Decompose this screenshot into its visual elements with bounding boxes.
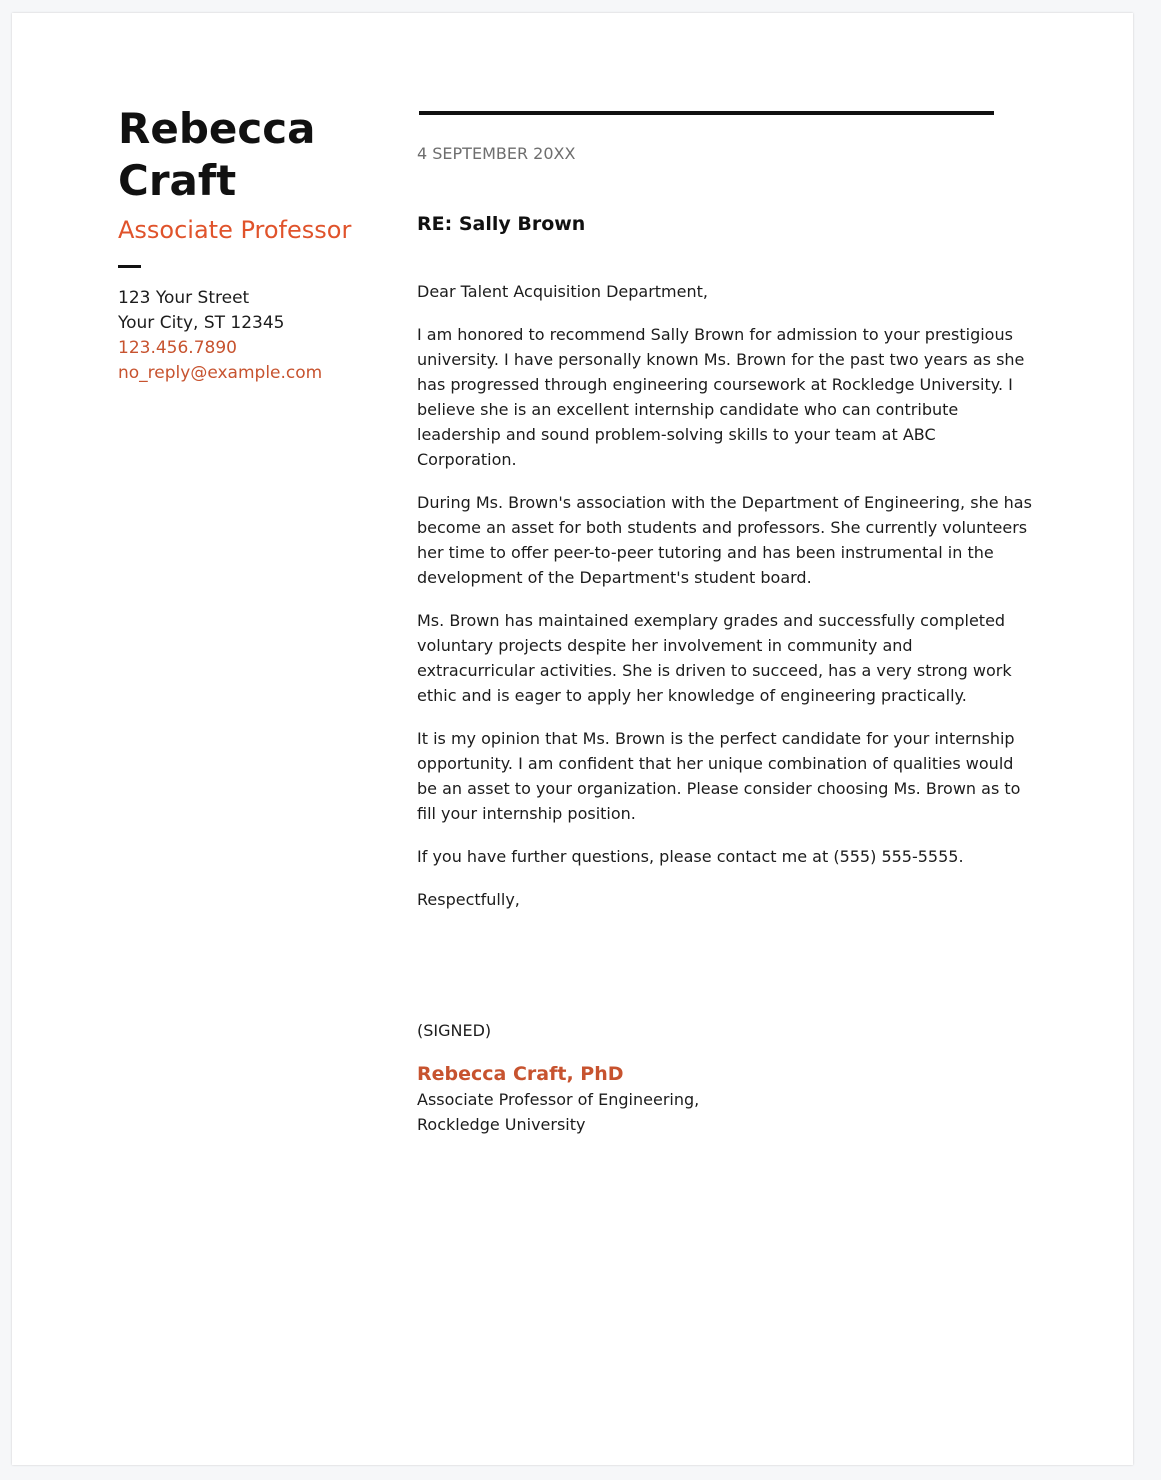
- sender-city: Your City, ST 12345: [118, 313, 285, 333]
- sender-first-name: Rebecca: [118, 104, 316, 153]
- sender-last-name: Craft: [118, 156, 237, 205]
- sender-street: 123 Your Street: [118, 288, 250, 308]
- letter-paragraph: During Ms. Brown's association with the Department of Engineering, she has become an asset for both students and professors. She currently volunteers her time to offer peer-to-peer tutoring and has been instrumental in the development of the Department's student board.: [417, 493, 1032, 587]
- signature-name: Rebecca Craft, PhD: [417, 1063, 624, 1085]
- sender-title: Associate Professor: [118, 216, 352, 244]
- sender-phone: 123.456.7890: [118, 338, 237, 358]
- letter-paragraph: If you have further questions, please contact me at (555) 555-5555.: [417, 847, 964, 866]
- signed-placeholder: (SIGNED): [417, 1021, 492, 1040]
- header-rule: [419, 111, 994, 115]
- letter-salutation: Dear Talent Acquisition Department,: [417, 282, 708, 301]
- letter-paragraph: I am honored to recommend Sally Brown for admission to your prestigious university. I have personally known Ms. Brown for the past two years as she has progressed through engineering coursework at Rockledge University. I believe she is an excellent internship candidate who can contribute leadership and sound problem-solving skills to your team at ABC Corporation.: [417, 325, 1025, 469]
- letter-subject: RE: Sally Brown: [417, 213, 586, 235]
- letter-body: [417, 111, 1032, 1137]
- letter-closing: Respectfully,: [417, 890, 520, 909]
- sender-name: [118, 103, 388, 207]
- letter-paragraph: It is my opinion that Ms. Brown is the perfect candidate for your internship opportunity. I am confident that her unique combination of qualities would be an asset to your organization. Please consider choosing Ms. Brown as to fill your internship position.: [417, 729, 1021, 823]
- sender-contact: [118, 286, 388, 386]
- signature-organization: Rockledge University: [417, 1115, 586, 1134]
- letter-paragraph: Ms. Brown has maintained exemplary grades and successfully completed voluntary projects despite her involvement in community and extracurricular activities. She is driven to succeed, has a very strong work ethic and is eager to apply her knowledge of engineering practically.: [417, 611, 1012, 705]
- letter-page: [12, 13, 1133, 1465]
- sender-sidebar: [118, 103, 388, 386]
- letter-date: 4 SEPTEMBER 20XX: [417, 144, 576, 163]
- signature-title: Associate Professor of Engineering,: [417, 1090, 700, 1109]
- sender-email: no_reply@example.com: [118, 363, 323, 383]
- sidebar-divider: [118, 265, 141, 268]
